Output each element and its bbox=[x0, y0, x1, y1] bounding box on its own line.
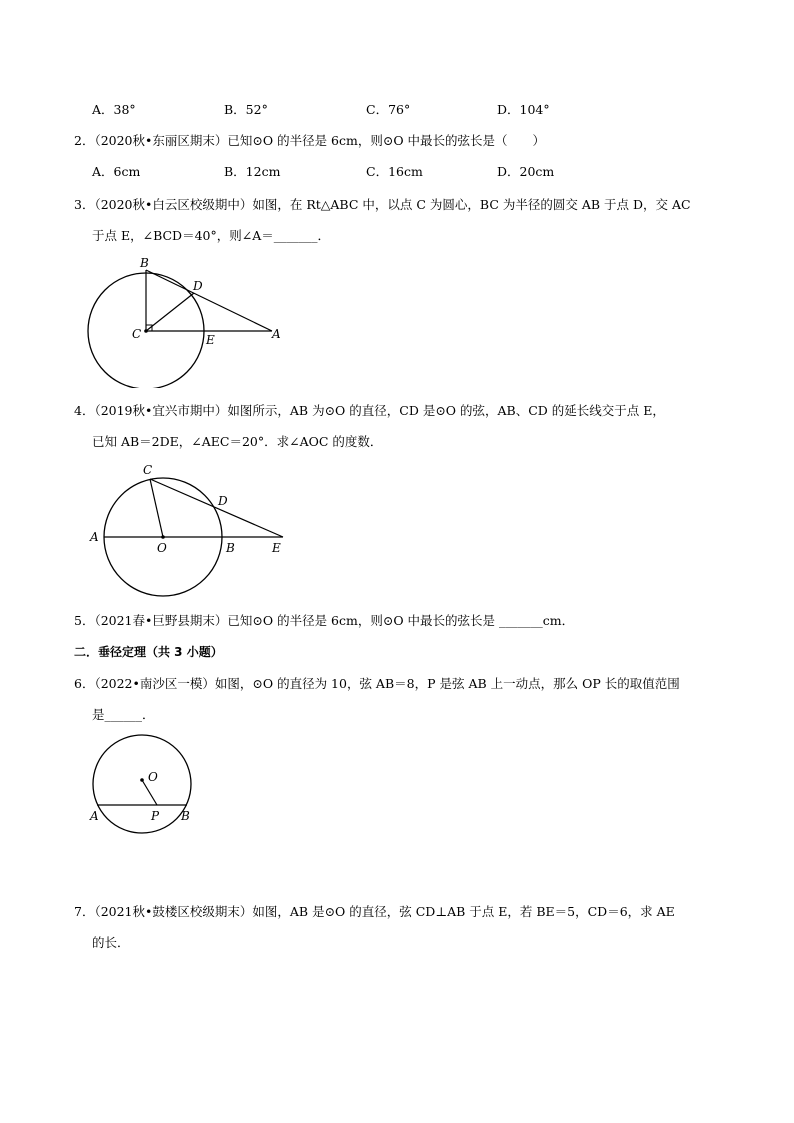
section-2-title: 二．垂径定理（共 3 小题） bbox=[74, 645, 223, 659]
q4-label-b: B bbox=[226, 541, 235, 555]
q3-segment-ab bbox=[146, 270, 272, 331]
q7-line2: 的长． bbox=[92, 935, 130, 950]
q1-option-d: D．104° bbox=[497, 102, 550, 117]
q1-option-a: A．38° bbox=[92, 102, 136, 117]
q4-label-d: D bbox=[218, 494, 228, 508]
q3-segment-cd bbox=[146, 293, 194, 331]
q2-option-b: B．12cm bbox=[224, 164, 281, 179]
q3-label-e: E bbox=[206, 333, 215, 347]
q4-center-dot bbox=[161, 535, 165, 539]
q4-figure bbox=[86, 460, 306, 600]
q7-line1: 7．（2021秋•鼓楼区校级期末）如图，AB 是⊙O 的直径，弦 CD⊥AB 于点 E，若 BE＝5，CD＝6，求 AE bbox=[74, 904, 675, 919]
q2-text: 2．（2020秋•东丽区期末）已知⊙O 的半径是 6cm，则⊙O 中最长的弦长是（ ） bbox=[74, 133, 546, 148]
q6-circle bbox=[93, 735, 191, 833]
q5-text: 5．（2021春•巨野县期末）已知⊙O 的半径是 6cm，则⊙O 中最长的弦长是 _______cm． bbox=[74, 613, 575, 628]
q2-option-c: C．16cm bbox=[366, 164, 423, 179]
q6-label-b: B bbox=[181, 809, 190, 823]
q6-label-a: A bbox=[90, 809, 99, 823]
q4-label-e: E bbox=[272, 541, 281, 555]
q4-line-ce bbox=[150, 479, 283, 537]
q3-label-b: B bbox=[140, 256, 149, 270]
q3-label-a: A bbox=[272, 327, 281, 341]
q6-figure bbox=[84, 734, 204, 834]
q3-center-dot bbox=[144, 329, 148, 333]
q6-label-o: O bbox=[148, 770, 158, 784]
q3-line2: 于点 E，∠BCD＝40°，则∠A＝_______． bbox=[92, 228, 330, 243]
q6-center-dot bbox=[140, 778, 144, 782]
q3-label-c: C bbox=[132, 327, 142, 341]
q1-option-b: B．52° bbox=[224, 102, 268, 117]
q3-label-d: D bbox=[193, 279, 203, 293]
q1-option-c: C．76° bbox=[366, 102, 411, 117]
q2-option-d: D．20cm bbox=[497, 164, 555, 179]
q4-line1: 4．（2019秋•宜兴市期中）如图所示，AB 为⊙O 的直径，CD 是⊙O 的弦，AB、CD 的延长线交于点 E， bbox=[74, 403, 665, 418]
q6-line2: 是______． bbox=[92, 707, 155, 722]
q4-label-c: C bbox=[143, 463, 153, 477]
q3-line1: 3．（2020秋•白云区校级期中）如图，在 Rt△ABC 中，以点 C 为圆心，BC 为半径的圆交 AB 于点 D，交 AC bbox=[74, 197, 691, 212]
q6-line1: 6．（2022•南沙区一模）如图，⊙O 的直径为 10，弦 AB＝8，P 是弦 AB 上一动点，那么 OP 长的取值范围 bbox=[74, 676, 680, 691]
q2-option-a: A．6cm bbox=[92, 164, 141, 179]
q4-label-a: A bbox=[90, 530, 99, 544]
q6-label-p: P bbox=[151, 809, 160, 823]
q4-label-o: O bbox=[157, 541, 167, 555]
q4-line2: 已知 AB＝2DE，∠AEC＝20°．求∠AOC 的度数． bbox=[92, 434, 383, 449]
q3-figure bbox=[80, 252, 300, 388]
q4-segment-oc bbox=[150, 479, 163, 537]
